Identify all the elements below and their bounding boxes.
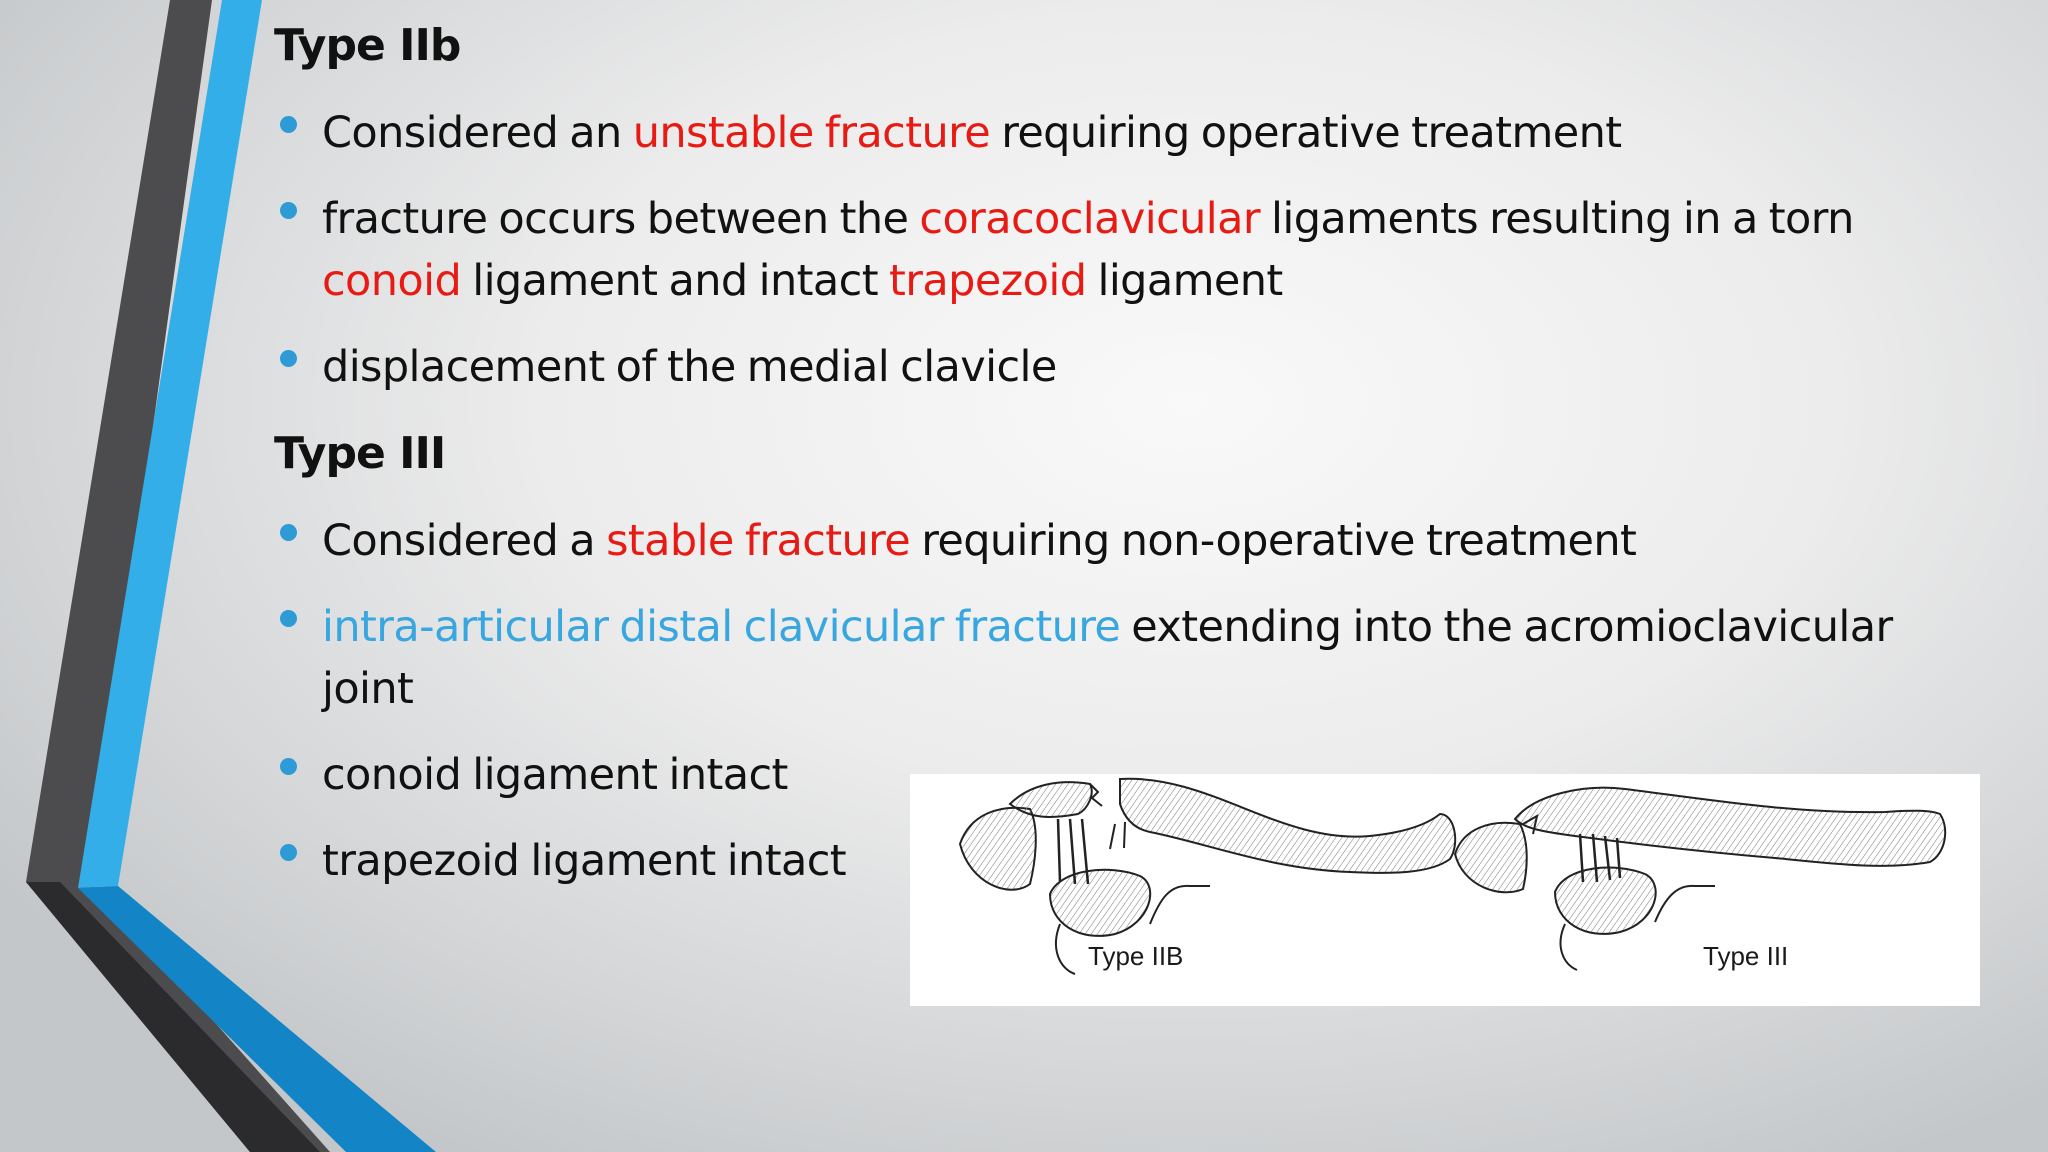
text-segment: extending into the acromioclavicular joint	[322, 602, 1893, 714]
heading-type-iii: Type III	[274, 428, 446, 479]
bullet-text	[322, 336, 1974, 398]
text-segment: requiring operative treatment	[990, 108, 1622, 158]
figure-label-type-iib: Type IIB	[1088, 941, 1184, 971]
bullet-text	[322, 596, 1974, 720]
clavicle-fracture-illustration	[910, 774, 1980, 1006]
text-segment: ligament	[1086, 256, 1283, 306]
bullet-iii-4	[274, 830, 874, 892]
type-iib-drawing	[960, 779, 1455, 974]
highlight-intra-articular: intra-articular distal clavicular fracture	[322, 602, 1121, 652]
acromion	[960, 808, 1036, 890]
text-segment: ligaments resulting in a torn	[1259, 194, 1854, 244]
bullet-iib-1	[274, 102, 1974, 164]
text-segment: ligament and intact	[461, 256, 890, 306]
bullet-dot	[280, 202, 297, 219]
highlight-trapezoid: trapezoid	[889, 256, 1087, 306]
highlight-conoid: conoid	[322, 256, 462, 306]
bullet-iii-2	[274, 596, 1974, 720]
text-segment: displacement of the medial clavicle	[322, 342, 1057, 392]
figure-label-type-iii: Type III	[1703, 941, 1789, 971]
illustration-drawing	[910, 774, 1980, 1006]
bullet-dot	[280, 116, 297, 133]
text-segment: Considered a	[322, 516, 607, 566]
clavicle	[1515, 788, 1945, 866]
type-iii-drawing	[1455, 788, 1945, 970]
highlight-unstable-fracture: unstable fracture	[632, 108, 991, 158]
bullet-iii-1	[274, 510, 1974, 572]
bullet-text	[322, 188, 1974, 312]
text-segment: trapezoid ligament intact	[322, 836, 847, 886]
highlight-stable-fracture: stable fracture	[606, 516, 911, 566]
coracoid-process	[1050, 870, 1150, 936]
text-segment: requiring non-operative treatment	[910, 516, 1637, 566]
medial-clavicle	[1120, 779, 1455, 873]
bullet-text	[322, 510, 1974, 572]
highlight-coracoclavicular: coracoclavicular	[919, 194, 1260, 244]
bullet-text	[322, 830, 874, 892]
bullet-iib-3	[274, 336, 1974, 398]
coracoid-process	[1555, 868, 1656, 934]
chevron-dark-fill	[26, 882, 320, 1152]
bullet-dot	[280, 350, 297, 367]
text-segment: conoid ligament intact	[322, 750, 788, 800]
text-segment: Considered an	[322, 108, 633, 158]
bullet-dot	[280, 524, 297, 541]
bullet-iib-2	[274, 188, 1974, 312]
acromion	[1455, 823, 1527, 893]
bullet-dot	[280, 758, 297, 775]
bullet-dot	[280, 844, 297, 861]
bullet-dot	[280, 610, 297, 627]
text-segment: fracture occurs between the	[322, 194, 920, 244]
lateral-fragment	[1010, 782, 1092, 817]
bullet-text	[322, 102, 1974, 164]
heading-type-iib: Type IIb	[274, 20, 461, 71]
